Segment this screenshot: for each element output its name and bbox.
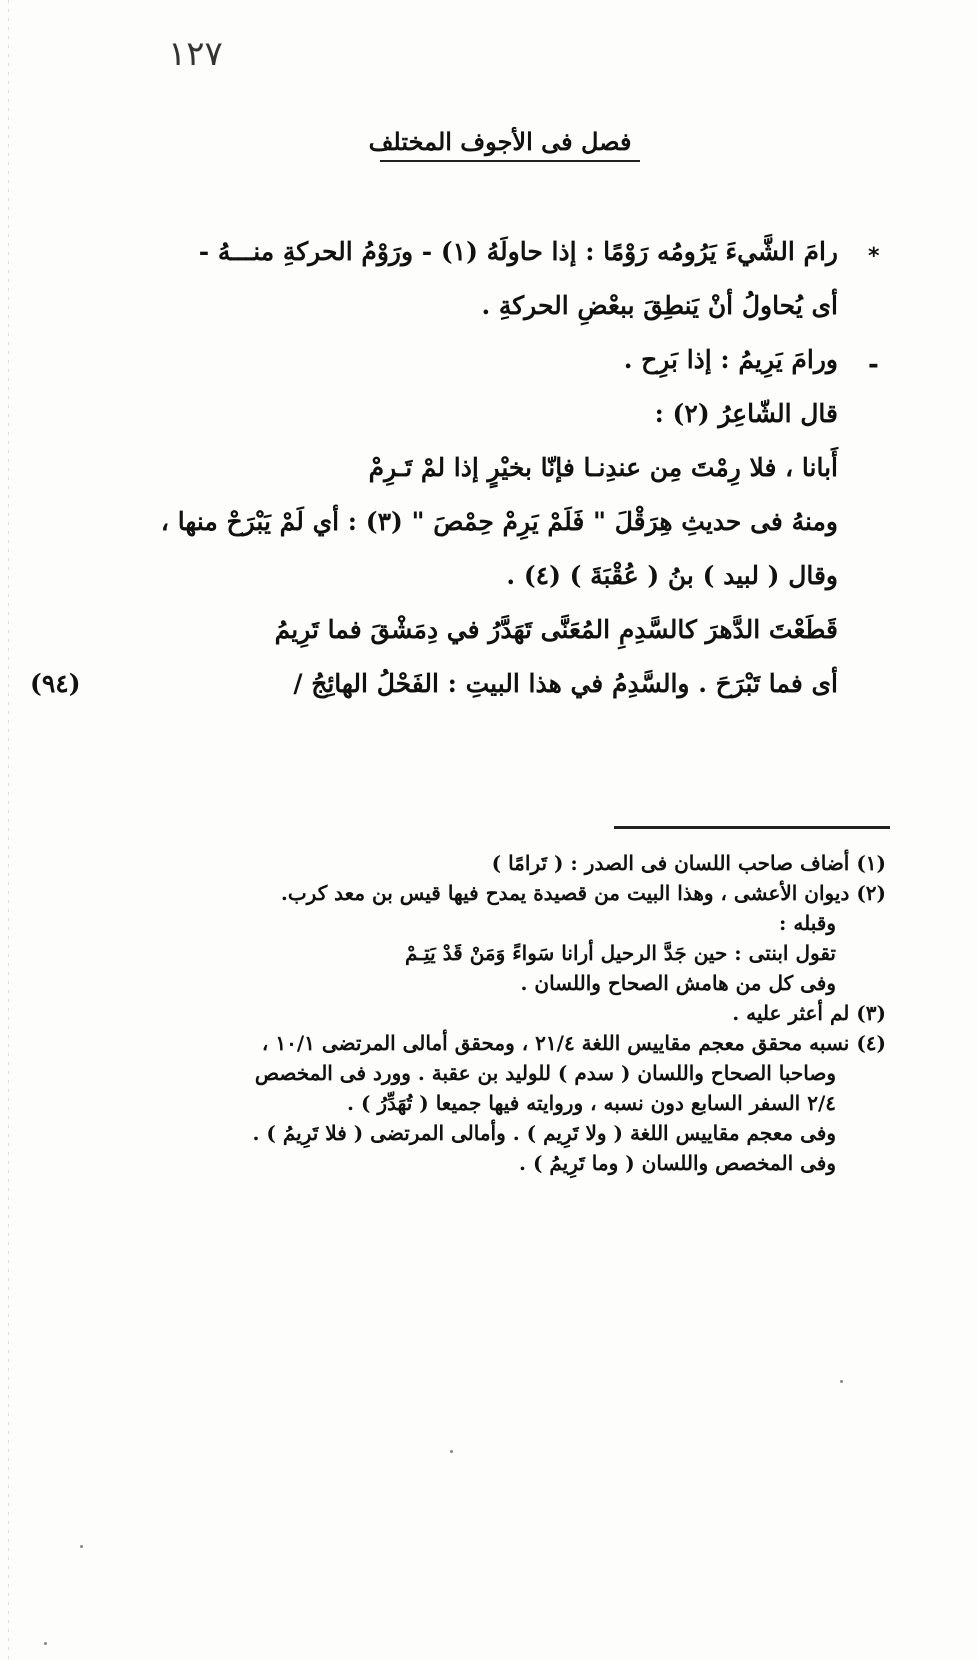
verse-line-1: أَبانا ، فلا رِمْتَ مِن عندِنـا فإنّا بخيْرٍ إذا لمْ تَـرِمْ	[368, 453, 838, 482]
scan-speck	[80, 1545, 83, 1548]
footnote-2-source: وفى كل من هامش الصحاح واللسان .	[520, 971, 836, 995]
scan-edge-shadow	[8, 0, 9, 1660]
footnote-2-verse: تقول ابنتى : حين جَدَّ الرحيل أرانا سَواءً وَمَنْ قَدْ يَتِـمْ	[404, 941, 836, 965]
footnote-1: (١) أضاف صاحب اللسان فى الصدر : ( تَرامًا )	[491, 851, 886, 875]
scan-speck	[44, 1642, 47, 1645]
footnote-4: (٤) نسبه محقق معجم مقاييس اللغة ٢١/٤ ، ومحقق أمالى المرتضى ١٠/١ ،	[261, 1031, 886, 1055]
footnote-4-line-4: وفى معجم مقاييس اللغة ( ولا تَرِيم ) . وأمالى المرتضى ( فلا تَرِيمُ ) .	[252, 1121, 836, 1145]
body-line-3: ورامَ يَرِيمُ : إذا بَرِح .	[623, 345, 838, 374]
footnote-separator	[614, 826, 890, 829]
body-line-2: أى يُحاولُ أنْ يَنطِقَ ببعْضِ الحركةِ .	[481, 291, 838, 320]
body-line-4: قال الشّاعِرُ (٢) :	[654, 399, 838, 428]
verse-line-2: قَطَعْتَ الدَّهرَ كالسَّدِمِ المُعَنَّى تَهَدَّرُ في دِمَشْقَ فما تَرِيمُ	[274, 615, 838, 644]
body-line-7: أى فما تَبْرَحَ . والسَّدِمُ في هذا البيتِ : الفَحْلُ الهائِجُ /	[293, 669, 838, 698]
footnote-3: (٣) لم أعثر عليه .	[732, 1001, 886, 1025]
body-line-5: ومنهُ فى حديثِ هِرَقْلَ " فَلَمْ يَرِمْ حِمْصَ " (٣) : أي لَمْ يَبْرَحْ منها ،	[160, 507, 838, 536]
scan-speck	[840, 1380, 843, 1383]
title-underline	[380, 160, 640, 162]
chapter-title: فصل فى الأجوف المختلف	[368, 127, 632, 156]
footnote-4-line-5: وفى المخصص واللسان ( وما تَرِيمُ ) .	[519, 1151, 836, 1175]
footnote-4-line-3: ٢/٤ السفر السابع دون نسبه ، وروايته فيها جميعا ( تُهَدِّرُ ) .	[347, 1091, 836, 1115]
page-reference: (٩٤)	[30, 669, 81, 698]
scan-speck	[450, 1450, 453, 1453]
entry-bullet-star: *	[868, 244, 880, 269]
footnote-2: (٢) ديوان الأعشى ، وهذا البيت من قصيدة يمدح فيها قيس بن معد كرب.	[280, 881, 886, 905]
body-line-1: رامَ الشَّيءَ يَرُومُه رَوْمًا : إذا حاولَهُ (١) - ورَوْمُ الحركةِ منـــهُ -	[198, 237, 838, 266]
footnote-4-line-2: وصاحبا الصحاح واللسان ( سدم ) للوليد بن عقبة . وورد فى المخصص	[254, 1061, 836, 1085]
footnote-2-continued: وقبله :	[779, 911, 836, 935]
page-number: ١٢٧	[168, 34, 223, 74]
entry-bullet-dash: -	[868, 350, 879, 380]
body-line-6: وقال ( لبيد ) بنُ ( عُقْبَةَ ) (٤) .	[506, 561, 838, 590]
